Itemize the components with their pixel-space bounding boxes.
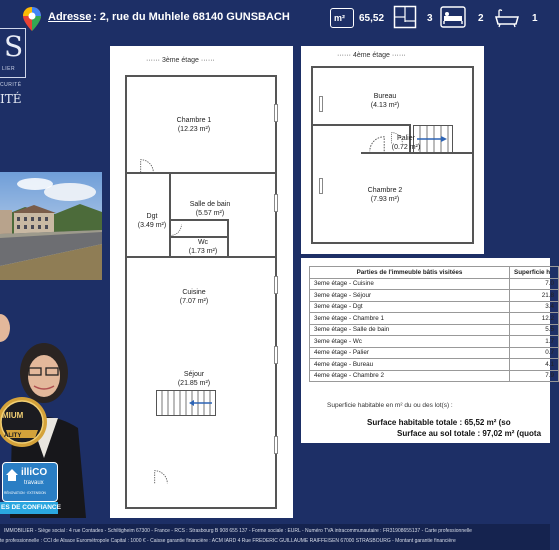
table-row	[310, 290, 559, 302]
table-cell-value: 3.4	[510, 301, 559, 313]
table-cell-value: 5.5	[510, 324, 559, 336]
footer-line-1: IMMOBILIER - Siège social : 4 rue Contades - Schiltigheim 67300 - France - RCS : Strasbourg B 908 655 137 - Forme sociale : EURL - Numéro TVA intracommunautaire : FR31908655137 - Carte professionnelle	[4, 528, 472, 534]
logo-tagline: CURITÉ	[0, 82, 22, 88]
table-cell-part: 4eme étage - Bureau	[310, 359, 510, 371]
logo-letter: S	[4, 30, 24, 63]
room-palier: Palier (0.72 m²)	[391, 135, 421, 151]
surface-value: 65,52	[359, 13, 385, 24]
confidence-text: ES DE CONFIANCE	[1, 504, 61, 511]
logo-word: ITÉ	[0, 92, 22, 106]
table-header-row	[310, 267, 559, 279]
quality-word: ALITY	[4, 433, 22, 439]
table-row	[310, 359, 559, 371]
illico-sub: travaux	[24, 480, 44, 486]
surface-habitable-total: Surface habitable totale : 65,52 m² (so	[367, 418, 511, 427]
plan-3-title: ······ 3ème étage ······	[146, 57, 215, 64]
table-row	[310, 301, 559, 313]
table-cell-value: 21.8	[510, 290, 559, 302]
table-cell-value: 7.0	[510, 278, 559, 290]
bed-icon	[440, 6, 466, 28]
room-cuisine: Cuisine (7.07 m²)	[179, 289, 209, 305]
floor-plan-3	[110, 46, 293, 518]
surface-icon	[330, 8, 354, 28]
door-swing	[140, 159, 154, 173]
surface-unit: m²	[334, 13, 345, 23]
table-cell-value: 1.7	[510, 336, 559, 348]
staircase	[156, 390, 216, 416]
table-row	[310, 313, 559, 325]
footer-line-2: te professionnelle : CCI de Alsace Eurométropole Capital : 1000 € - Caisse garantie financière : ACM IARD 4 Rue FREDERIC GUILLAUME RAIFFEISEN 67000 STRASBOURG - Montant garantie financière	[0, 538, 456, 544]
table-row	[310, 324, 559, 336]
table-cell-part: 3eme étage - Salle de bain	[310, 324, 510, 336]
room-salle-de-bain: Salle de bain (5.57 m²)	[189, 201, 231, 217]
illico-line: RÉNOVATION · EXTENSION	[4, 491, 46, 495]
room-wc: Wc (1.73 m²)	[188, 239, 218, 255]
surface-panel	[301, 258, 554, 443]
plan-4-title: ······ 4ème étage ······	[337, 52, 406, 59]
header-surface: Superficie h	[510, 267, 559, 279]
street-photo	[0, 172, 102, 280]
window	[274, 436, 278, 454]
address-label: Adresse	[48, 11, 92, 23]
table-cell-part: 4eme étage - Chambre 2	[310, 370, 510, 382]
premium-quality-badge	[0, 396, 48, 448]
header-parts: Parties de l'immeuble bâtis visitées	[310, 267, 510, 279]
surface-sol-total: Surface au sol totale : 97,02 m² (quota	[397, 429, 542, 438]
table-cell-value: 4.1	[510, 359, 559, 371]
room-chambre-2: Chambre 2 (7.93 m²)	[367, 187, 403, 203]
bathtub-icon	[494, 8, 520, 28]
table-cell-part: 3eme étage - Dgt	[310, 301, 510, 313]
bathrooms-value: 1	[532, 13, 538, 24]
table-row	[310, 278, 559, 290]
floorplan-icon	[393, 5, 417, 29]
room-bureau: Bureau (4.13 m²)	[370, 93, 400, 109]
house-icon	[5, 468, 19, 482]
window	[274, 194, 278, 212]
table-row	[310, 347, 559, 359]
table-cell-part: 3eme étage - Wc	[310, 336, 510, 348]
table-cell-value: 7.9	[510, 370, 559, 382]
bedrooms-value: 2	[478, 13, 484, 24]
table-row	[310, 336, 559, 348]
surface-note: Superficie habitable en m² du ou des lot(s) :	[327, 402, 453, 409]
window	[319, 178, 323, 194]
illico-word: illiCO	[21, 467, 48, 478]
room-sejour: Séjour (21.85 m²)	[177, 371, 211, 387]
table-cell-part: 3eme étage - Chambre 1	[310, 313, 510, 325]
table-cell-part: 3eme étage - Cuisine	[310, 278, 510, 290]
window	[319, 96, 323, 112]
address-value: : 2, rue du Muhlele 68140 GUNSBACH	[93, 11, 290, 23]
table-cell-part: 4eme étage - Palier	[310, 347, 510, 359]
window	[274, 346, 278, 364]
room-chambre-1: Chambre 1 (12.23 m²)	[176, 117, 212, 133]
premium-word: MIUM	[2, 411, 24, 420]
room-dgt: Dgt (3.49 m²)	[137, 213, 167, 229]
table-cell-value: 0.7	[510, 347, 559, 359]
surface-table	[309, 266, 559, 382]
table-body	[310, 278, 559, 382]
footer	[0, 524, 550, 550]
door-swing	[154, 470, 168, 484]
logo-small-text: LIER	[2, 66, 16, 72]
table-cell-part: 3eme étage - Séjour	[310, 290, 510, 302]
table-row	[310, 370, 559, 382]
window	[274, 276, 278, 294]
table-cell-value: 12.2	[510, 313, 559, 325]
rooms-value: 3	[427, 13, 433, 24]
window	[274, 104, 278, 122]
floor-plan-4	[301, 46, 484, 254]
